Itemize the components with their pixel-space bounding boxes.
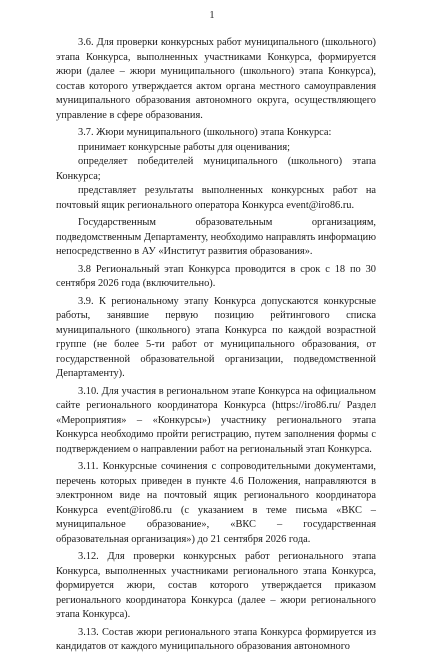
paragraph-state-organizations: Государственным образовательным организациям, подведомственным Департаменту, необходимо направлять информацию непосредственно в АУ «Институт развития образования». bbox=[56, 217, 376, 257]
paragraph-3-10: 3.10. Для участия в региональном этапе Конкурса на официальном сайте регионального координатора Конкурса (https://iro86.ru/ Раздел «Мероприятия» – «Конкурсы») участнику регионального этапа Конкурса необходимо пройти регистрацию, путем заполнения формы с подтверждением о направлении работ на региональный этап Конкурса. bbox=[56, 385, 376, 455]
paragraph-3-6: 3.6. Для проверки конкурсных работ муниципального (школьного) этапа Конкурса, выполненных участниками Конкурса, формируется жюри (далее – жюри муниципального (школьного) этапа Конкурса), состав которого утверждается актом органа местного самоуправления муниципального образования автономного округа, осуществляющего управление в сфере образования. bbox=[56, 37, 376, 121]
list-item-submit-results: представляет результаты выполненных конкурсных работ на почтовый ящик регионального оператора Конкурса event@iro86.ru. bbox=[56, 185, 376, 211]
paragraph-3-7: 3.7. Жюри муниципального (школьного) этапа Конкурса: bbox=[78, 127, 332, 138]
paragraph-3-12: 3.12. Для проверки конкурсных работ регионального этапа Конкурса, выполненных участниками регионального этапа Конкурса, формируется жюри, состав которого утверждается приказом регионального координатора Конкурса (далее – жюри регионального этапа Конкурса). bbox=[56, 551, 376, 620]
document-body bbox=[56, 36, 376, 655]
list-item-determine-winners: определяет победителей муниципального (школьного) этапа Конкурса; bbox=[56, 156, 376, 182]
page-number: 1 bbox=[209, 10, 215, 21]
list-item-accept-works: принимает конкурсные работы для оценивания; bbox=[78, 141, 291, 153]
paragraph-3-9: 3.9. К региональному этапу Конкурса допускаются конкурсные работы, занявшие первую позицию рейтингового списка муниципального (школьного) этапа Конкурса по каждой возрастной группе (не более 5-ти работ от муниципального образования, от государственной образовательной организации, подведомственной Департаменту). bbox=[56, 295, 376, 379]
paragraph-3-13: 3.13. Состав жюри регионального этапа Конкурса формируется из кандидатов от каждого муниципального образования автономного bbox=[56, 626, 376, 652]
paragraph-3-8: 3.8 Региональный этап Конкурса проводится в срок с 18 по 30 сентября 2026 года (включительно). bbox=[56, 263, 376, 289]
paragraph-3-11: 3.11. Конкурсные сочинения с сопроводительными документами, перечень которых приведен в пункте 4.6 Положения, направляются в электронном виде на почтовый ящик регионального координатора Конкурса event@iro86.ru (с указанием в теме письма «ВКС – муниципальное образование», «ВКС – государственная образовательная организация») до 21 сентября 2026 года. bbox=[56, 461, 376, 545]
